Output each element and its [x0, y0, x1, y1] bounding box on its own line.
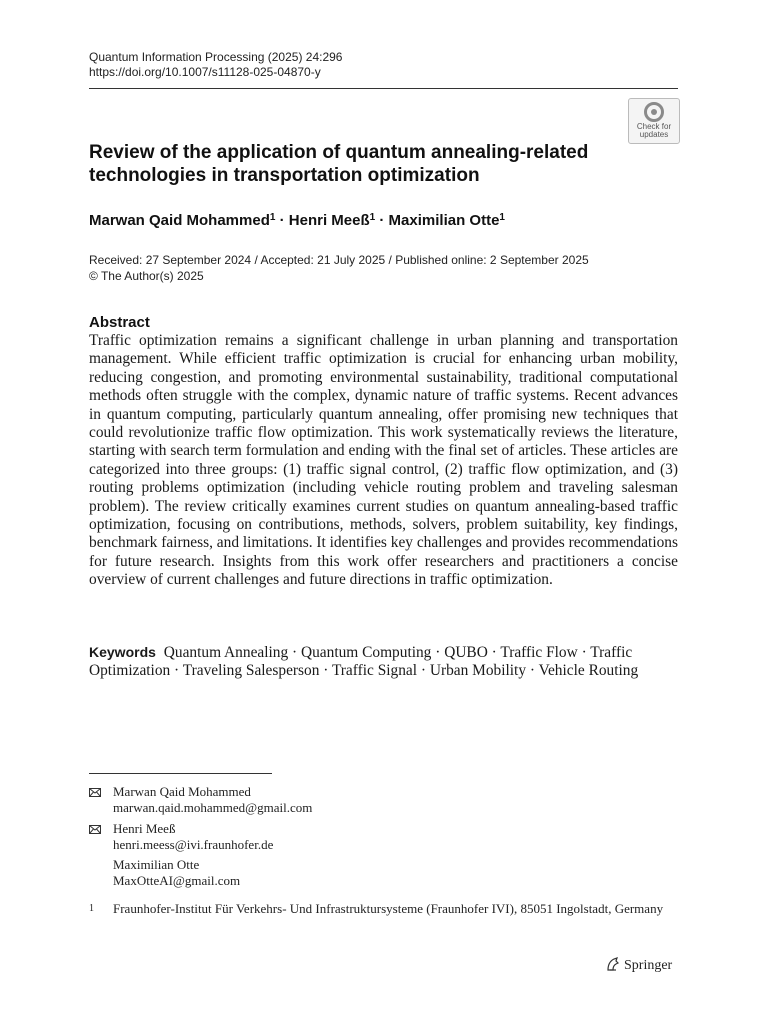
contact-entry — [113, 784, 312, 816]
abstract-heading: Abstract — [89, 314, 150, 331]
keywords-text: Quantum Annealing · Quantum Computing · QUBO · Traffic Flow · Traffic Optimization · Traveling Salesperson · Traffic Signal · Urban Mobility · Vehicle Routing — [89, 644, 639, 680]
author-affil-mark: 1 — [369, 212, 376, 223]
author-separator: · — [375, 212, 389, 229]
publication-history — [89, 252, 589, 284]
contact-name: Maximilian Otte — [113, 857, 200, 872]
contact-entry — [113, 857, 240, 889]
contact-entry — [113, 821, 273, 853]
keywords-block — [89, 643, 678, 681]
footnote-divider — [89, 773, 272, 774]
affiliation-number: 1 — [89, 903, 94, 914]
contact-name: Henri Meeß — [113, 821, 176, 836]
copyright-line: © The Author(s) 2025 — [89, 269, 204, 283]
abstract-text: Traffic optimization remains a significant challenge in urban planning and transportation management. While efficient traffic optimization is crucial for enhancing urban mobility, reducing congestion, and promoting environmental sustainability, traditional computational methods often struggle with the complex, dynamic nature of traffic systems. Recent advances in quantum computing, particularly quantum annealing, offer promising new techniques that could revolutionize traffic flow optimization. This work systematically reviews the literature, starting with search term formulation and ending with the final set of articles. These articles are categorized into three groups: (1) traffic signal control, (2) traffic flow optimization, and (3) routing problems optimization (including vehicle routing problem and traveling salesman problem). The review critically examines current studies on quantum annealing-based traffic optimization, focusing on contributions, methods, solvers, problem suitability, key findings, benchmark fairness, and limitations. It identifies key challenges and provides recommendations for future research. Insights from this work offer researchers and practitioners a concise overview of current challenges and future directions in traffic optimization. — [89, 332, 678, 589]
keywords-label: Keywords — [89, 644, 156, 660]
author-separator: · — [275, 212, 289, 229]
author-list — [89, 209, 505, 230]
author-name: Maximilian Otte — [388, 212, 500, 229]
springer-horse-icon — [605, 956, 621, 972]
history-dates: Received: 27 September 2024 / Accepted: 21 July 2025 / Published online: 2 September 2025 — [89, 253, 589, 267]
publisher-name: Springer — [624, 958, 673, 973]
affiliation-text: Fraunhofer-Institut Für Verkehrs- Und Infrastruktursysteme (Fraunhofer IVI), 85051 Ingolstadt, Germany — [113, 901, 664, 916]
envelope-icon — [89, 825, 101, 834]
badge-line1: Check for — [636, 122, 672, 131]
envelope-icon — [89, 788, 101, 797]
author-affil-mark: 1 — [269, 212, 276, 223]
header-divider — [89, 88, 678, 89]
badge-line2: updates — [639, 130, 669, 139]
running-header — [89, 50, 342, 80]
publisher-logo — [605, 956, 672, 975]
author-affil-mark: 1 — [499, 212, 505, 223]
contact-email[interactable]: marwan.qaid.mohammed@gmail.com — [113, 800, 313, 815]
author-name: Marwan Qaid Mohammed — [89, 212, 270, 229]
doi-link[interactable]: https://doi.org/10.1007/s11128-025-04870-y — [89, 65, 321, 79]
article-title: Review of the application of quantum annealing-related technologies in transportation optimization — [89, 142, 589, 186]
contact-email[interactable]: henri.meess@ivi.fraunhofer.de — [113, 837, 274, 852]
journal-citation: Quantum Information Processing (2025) 24:296 — [89, 50, 343, 64]
author-name: Henri Meeß — [288, 212, 370, 229]
check-updates-icon — [644, 102, 664, 122]
check-for-updates-badge[interactable] — [628, 98, 680, 144]
contact-name: Marwan Qaid Mohammed — [113, 784, 251, 799]
contact-email[interactable]: MaxOtteAI@gmail.com — [113, 873, 241, 888]
